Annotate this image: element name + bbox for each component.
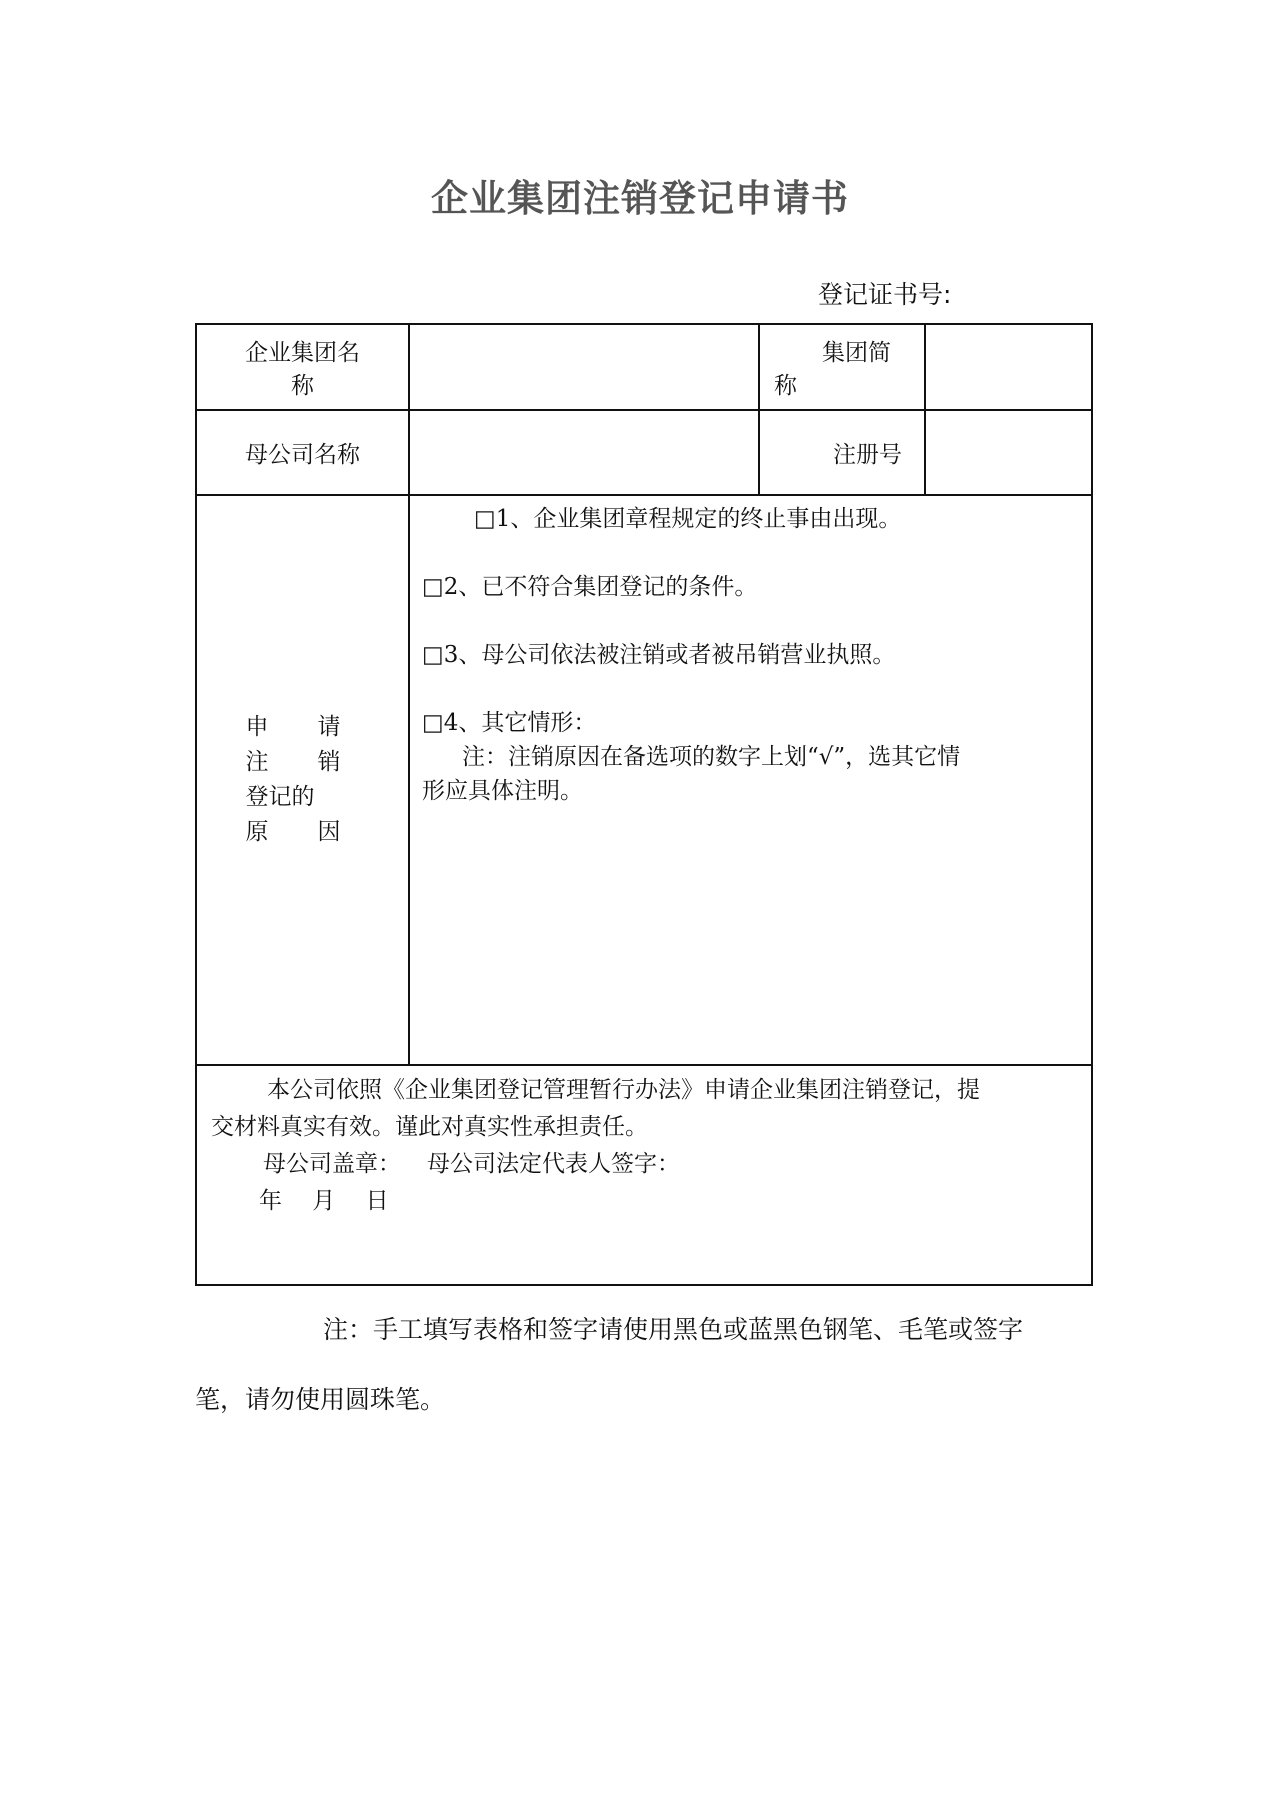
reason-label-char: 原 <box>245 819 269 845</box>
reason-label-char: 申 <box>245 714 269 740</box>
group-name-label-line2: 称 <box>291 373 314 399</box>
declaration-line1: 本公司依照《企业集团登记管理暂行办法》申请企业集团注销登记，提 <box>267 1077 980 1103</box>
reason-label-char: 销 <box>317 749 341 775</box>
seal-label: 母公司盖章： <box>263 1151 401 1177</box>
group-abbr-field[interactable] <box>925 324 1092 410</box>
reason-note-line1: 注：注销原因在备选项的数字上划“√”，选其它情 <box>462 744 961 770</box>
declaration-line2: 交材料真实有效。谨此对真实性承担责任。 <box>211 1114 648 1140</box>
group-name-label-line1: 企业集团名 <box>245 340 360 366</box>
reason-label-char <box>318 781 390 814</box>
parent-name-field[interactable] <box>409 410 759 495</box>
cancellation-form-table <box>195 323 1093 1286</box>
declaration-cell <box>196 1065 1092 1285</box>
registration-number-field[interactable] <box>925 410 1092 495</box>
reason-label-char: 因 <box>317 819 341 845</box>
group-name-field[interactable] <box>409 324 759 410</box>
page-title: 企业集团注销登记申请书 <box>431 177 849 220</box>
reason-label-cell <box>196 495 409 1065</box>
group-name-label-cell <box>196 324 409 410</box>
group-abbr-label-line2: 称 <box>774 373 797 399</box>
reason-label-char: 请 <box>317 714 341 740</box>
signature-row <box>211 1146 1077 1183</box>
footer-note-line2: 笔，请勿使用圆珠笔。 <box>195 1385 446 1414</box>
reason-label-char: 登记的 <box>245 784 315 810</box>
reason-option-2[interactable]: □2、已不符合集团登记的条件。 <box>422 574 758 600</box>
certificate-number-label: 登记证书号: <box>818 280 952 309</box>
reason-label <box>197 711 408 849</box>
registration-number-label: 注册号 <box>759 410 925 495</box>
reason-option-3[interactable]: □3、母公司依法被注销或者被吊销营业执照。 <box>422 642 896 668</box>
declaration-text <box>211 1072 1077 1146</box>
reason-label-char: 注 <box>245 749 269 775</box>
footer-note-line1: 注：手工填写表格和签字请使用黑色或蓝黑色钢笔、毛笔或签字 <box>323 1315 1024 1344</box>
reason-option-4[interactable]: □4、其它情形： <box>422 710 597 736</box>
reason-options-cell <box>409 495 1092 1065</box>
signature-label: 母公司法定代表人签字： <box>427 1151 680 1177</box>
reason-option-1[interactable]: □1、企业集团章程规定的终止事由出现。 <box>474 506 902 532</box>
group-abbr-label-line1: 集团简 <box>822 340 891 366</box>
group-abbr-label-cell <box>759 324 925 410</box>
date-label: 年 月 日 <box>259 1188 389 1214</box>
parent-name-label: 母公司名称 <box>196 410 409 495</box>
reason-note-line2: 形应具体注明。 <box>422 778 583 804</box>
